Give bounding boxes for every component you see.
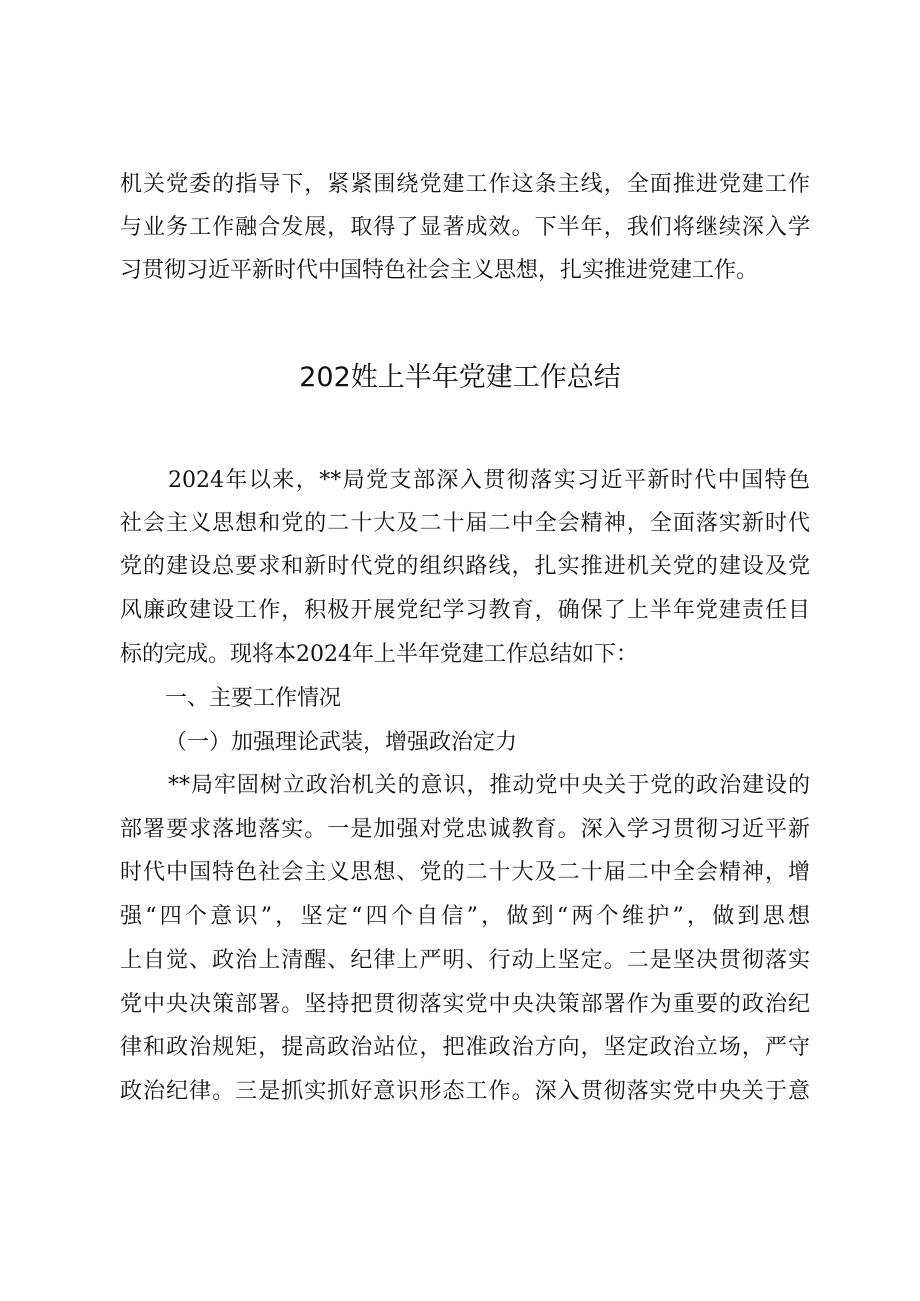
section-heading: 一、主要工作情况 (165, 686, 342, 711)
paragraph1-line-4: 风廉政建设工作，积极开展党纪学习教育，确保了上半年党建责任目 (120, 598, 810, 623)
paragraph1-line-1: 2024年以来，**局党支部深入贯彻落实习近平新时代中国特色 (168, 468, 810, 493)
intro-line-1: 机关党委的指导下，紧紧围绕党建工作这条主线，全面推进党建工作 (120, 172, 810, 197)
intro-line-2: 与业务工作融合发展，取得了显著成效。下半年，我们将继续深入学 (120, 215, 810, 240)
paragraph2-line-5: 上自觉、政治上清醒、纪律上严明、行动上坚定。二是坚决贯彻落实 (120, 948, 810, 973)
paragraph2-line-8: 政治纪律。三是抓实抓好意识形态工作。深入贯彻落实党中央关于意 (120, 1079, 810, 1104)
paragraph2-line-3: 时代中国特色社会主义思想、党的二十大及二十届二中全会精神，增 (120, 860, 810, 885)
paragraph2-line-1: **局牢固树立政治机关的意识，推动党中央关于党的政治建设的 (168, 773, 810, 798)
paragraph1-line-2: 社会主义思想和党的二十大及二十届二中全会精神，全面落实新时代 (120, 511, 810, 536)
paragraph1-line-5: 标的完成。现将本2024年上半年党建工作总结如下： (120, 642, 638, 667)
paragraph2-line-4: 强“四个意识”，坚定“四个自信”，做到“两个维护”，做到思想 (120, 904, 810, 929)
paragraph2-line-2: 部署要求落地落实。一是加强对党忠诚教育。深入学习贯彻习近平新 (120, 817, 810, 842)
paragraph2-line-6: 党中央决策部署。坚持把贯彻落实党中央决策部署作为重要的政治纪 (120, 992, 810, 1017)
paragraph1-line-3: 党的建设总要求和新时代党的组织路线，扎实推进机关党的建设及党 (120, 554, 810, 579)
document-title: 202姓上半年党建工作总结 (299, 362, 621, 393)
paragraph2-line-7: 律和政治规矩，提高政治站位，把准政治方向，坚定政治立场，严守 (120, 1035, 810, 1060)
subsection-heading: （一）加强理论武装，增强政治定力 (165, 730, 518, 755)
intro-line-3: 习贯彻习近平新时代中国特色社会主义思想，扎实推进党建工作。 (120, 258, 759, 283)
